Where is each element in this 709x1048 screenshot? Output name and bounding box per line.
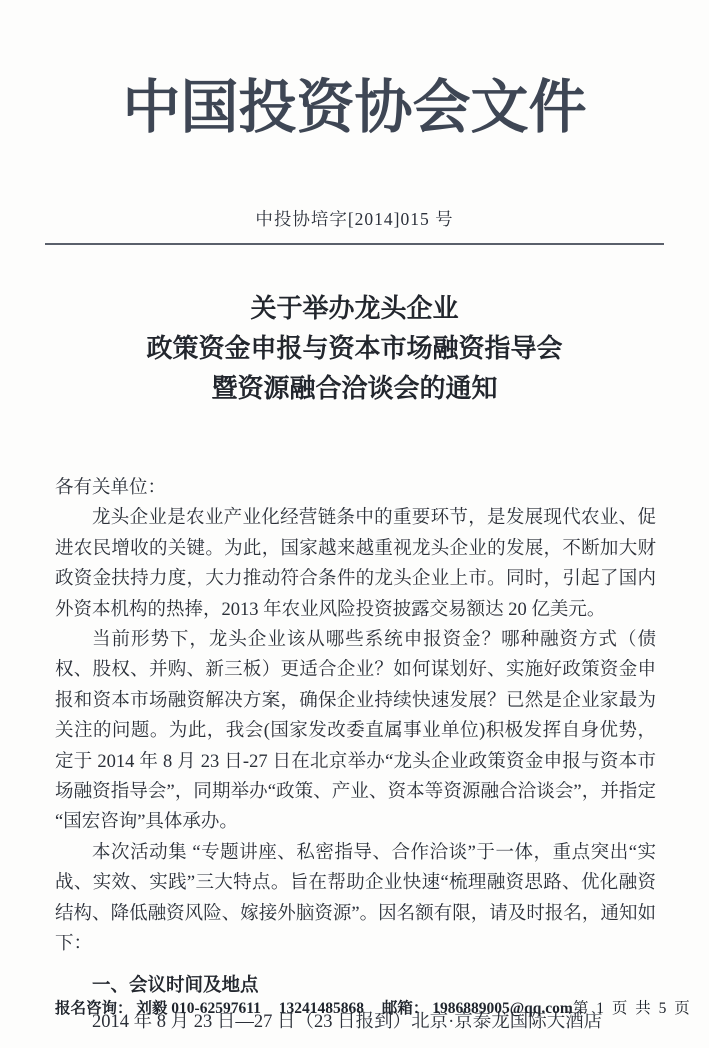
page-footer bbox=[55, 996, 692, 1018]
footer-contact bbox=[55, 996, 573, 1018]
contact-email: 1986889005@qq.com bbox=[432, 1000, 573, 1017]
subject-line-3: 暨资源融合洽谈会的通知 bbox=[211, 374, 498, 403]
subject-line-2: 政策资金申报与资本市场融资指导会 bbox=[146, 334, 563, 363]
masthead-divider bbox=[45, 243, 664, 245]
contact-email-label: 邮箱： bbox=[381, 1000, 429, 1017]
document-subject bbox=[0, 289, 709, 409]
paragraph-1: 龙头企业是农业产业化经营链条中的重要环节，是发展现代农业、促进农民增收的关键。为此，国家越来越重视龙头企业的发展，不断加大财政资金扶持力度，大力推动符合条件的龙头企业上市。同时，引起了国内外资本机构的热捧，2013 年农业风险投资披露交易额达 20 亿美元。 bbox=[55, 508, 656, 620]
subject-line-1: 关于举办龙头企业 bbox=[250, 294, 459, 323]
contact-phone-1: 010-62597611 bbox=[171, 1000, 261, 1017]
paragraph-2: 当前形势下，龙头企业该从哪些系统申报资金？哪种融资方式（债权、股权、并购、新三板）更适合企业？如何谋划好、实施好政策资金申报和资本市场融资解决方案，确保企业持续快速发展？已然是企业家最为关注的问题。为此，我会(国家发改委直属事业单位)积极发挥自身优势，定于 2014 年 8 月 23 日-27 日在北京举办“龙头企业政策资金申报与资本市场融资指导会”，同期举办“政策、产业、资本等资源融合洽谈会”，并指定“国宏咨询”具体承办。 bbox=[55, 630, 656, 833]
salutation: 各有关单位： bbox=[55, 478, 167, 498]
contact-name: 刘毅 bbox=[136, 1000, 168, 1017]
section-1-date-venue: 2014 年 8 月 23 日—27 日（23 日报到）北京·京泰龙国际大酒店 bbox=[92, 1011, 603, 1032]
contact-label: 报名咨询： bbox=[55, 1000, 133, 1017]
contact-phone-2: 13241485868 bbox=[278, 1000, 364, 1017]
page-indicator: 第 1 页 共 5 页 bbox=[572, 1000, 692, 1017]
section-1-heading: 一、会议时间及地点 bbox=[92, 975, 259, 996]
document-number: 中投协培字[2014]015 号 bbox=[255, 209, 454, 229]
document-body bbox=[55, 473, 656, 1037]
document-masthead-title: 中国投资协会文件 bbox=[122, 75, 587, 140]
paragraph-3: 本次活动集 “专题讲座、私密指导、合作洽谈”于一体，重点突出“实战、实效、实践”三大特点。旨在帮助企业快速“梳理融资思路、优化融资结构、降低融资风险、嫁接外脑资源”。因名额有限，请及时报名，通知如下： bbox=[55, 842, 656, 955]
